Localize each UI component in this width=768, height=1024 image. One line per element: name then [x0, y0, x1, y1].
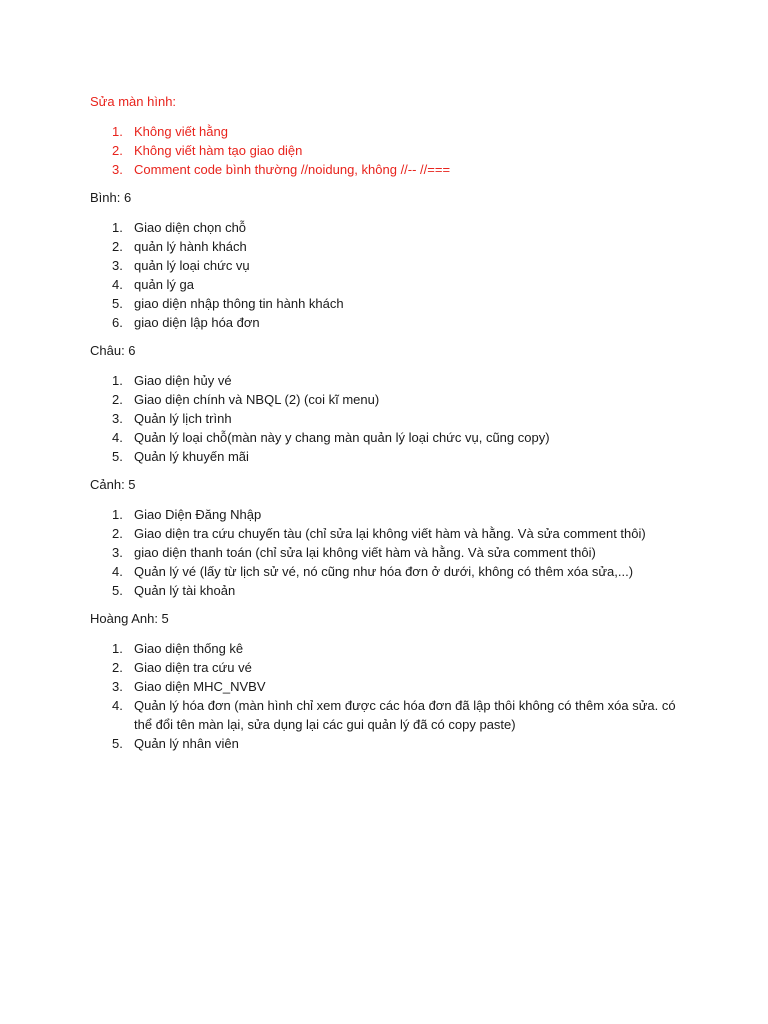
list-item: 2. Giao diện chính và NBQL (2) (coi kĩ menu) — [112, 392, 380, 407]
section-hoang-anh — [90, 611, 690, 753]
section-canh — [90, 477, 690, 600]
section-binh — [90, 190, 690, 332]
section-heading: Hoàng Anh: 5 — [90, 611, 169, 626]
section-heading: Cảnh: 5 — [90, 477, 136, 492]
list-item: 3. Comment code bình thường //noidung, không //-- //=== — [112, 162, 451, 177]
list-item: 1. Giao diện hủy vé — [112, 373, 232, 388]
list-item: 5. Quản lý nhân viên — [112, 736, 239, 751]
list-item: 3. quản lý loại chức vụ — [112, 258, 250, 273]
numbered-list — [90, 639, 690, 753]
list-item: 2. quản lý hành khách — [112, 239, 247, 254]
list-item: 1. Giao diện thống kê — [112, 641, 244, 656]
list-item: 6. giao diện lập hóa đơn — [112, 315, 260, 330]
list-item: 4. Quản lý vé (lấy từ lịch sử vé, nó cũng như hóa đơn ở dưới, không có thêm xóa sửa,...) — [112, 564, 634, 579]
section-heading: Sửa màn hình: — [90, 94, 177, 109]
list-item: 5. Quản lý khuyến mãi — [112, 449, 249, 464]
numbered-list — [90, 218, 690, 332]
numbered-list — [90, 371, 690, 466]
list-item: 2. Giao diện tra cứu chuyến tàu (chỉ sửa lại không viết hàm và hằng. Và sửa comment thôi) — [112, 526, 646, 541]
list-item: 1. Không viết hằng — [112, 124, 228, 139]
list-item: 4. Quản lý hóa đơn (màn hình chỉ xem được các hóa đơn đã lập thôi không có thêm xóa sửa. có thể đổi tên màn lại, sửa dụng lại các gui quản lý đã có copy paste) — [112, 698, 676, 732]
numbered-list — [90, 505, 690, 600]
list-item: 5. giao diện nhập thông tin hành khách — [112, 296, 344, 311]
list-item: 3. Quản lý lịch trình — [112, 411, 232, 426]
document-page — [90, 94, 690, 764]
list-item: 3. Giao diện MHC_NVBV — [112, 679, 266, 694]
list-item: 4. quản lý ga — [112, 277, 194, 292]
list-item: 1. Giao diện chọn chỗ — [112, 220, 247, 235]
list-item: 2. Không viết hàm tạo giao diện — [112, 143, 303, 158]
numbered-list — [90, 122, 690, 179]
section-heading: Châu: 6 — [90, 343, 136, 358]
list-item: 3. giao diện thanh toán (chỉ sửa lại không viết hàm và hằng. Và sửa comment thôi) — [112, 545, 596, 560]
list-item: 5. Quản lý tài khoản — [112, 583, 236, 598]
list-item: 4. Quản lý loại chỗ(màn này y chang màn quản lý loại chức vụ, cũng copy) — [112, 430, 550, 445]
section-fix-screens — [90, 94, 690, 179]
list-item: 2. Giao diện tra cứu vé — [112, 660, 252, 675]
section-chau — [90, 343, 690, 466]
section-heading: Bình: 6 — [90, 190, 132, 205]
list-item: 1. Giao Diện Đăng Nhập — [112, 507, 262, 522]
